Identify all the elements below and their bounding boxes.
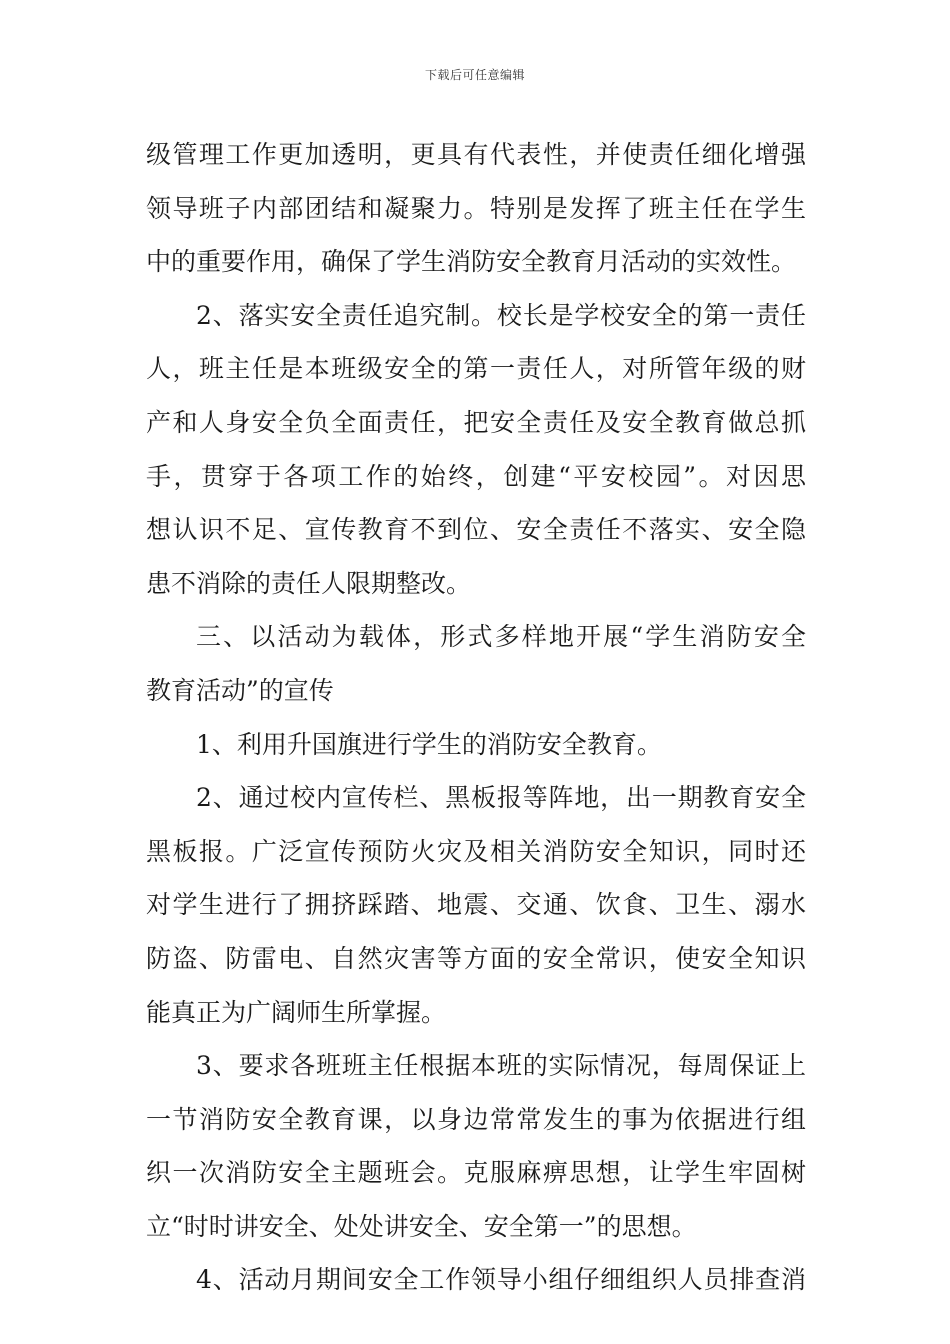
text-line: 三、以活动为载体，形式多样地开展“学生消防安全	[196, 622, 806, 652]
text-line: 教育活动”的宣传	[146, 675, 334, 705]
text-line: 级管理工作更加透明，更具有代表性，并使责任细化增强	[146, 140, 806, 169]
text-line: 2、落实安全责任追究制。校长是学校安全的第一责任	[196, 300, 806, 330]
text-line: 4、活动月期间安全工作领导小组仔细组织人员排查消	[196, 1265, 806, 1295]
text-line: 患不消除的责任人限期整改。	[146, 568, 472, 598]
text-line: 织一次消防安全主题班会。克服麻痹思想，让学生牢固树	[146, 1158, 806, 1188]
text-line: 3、要求各班班主任根据本班的实际情况，每周保证上	[196, 1051, 806, 1081]
text-line: 防盗、防雷电、自然灾害等方面的安全常识，使安全知识	[146, 943, 806, 973]
text-line: 产和人身安全负全面责任，把安全责任及安全教育做总抓	[146, 407, 806, 437]
page-header: 下载后可任意编辑	[424, 68, 525, 82]
text-line: 对学生进行了拥挤踩踏、地震、交通、饮食、卫生、溺水	[146, 890, 806, 920]
text-line: 立“时时讲安全、处处讲安全、安全第一”的思想。	[146, 1211, 697, 1241]
text-line: 一节消防安全教育课，以身边常常发生的事为依据进行组	[146, 1104, 806, 1134]
text-line: 中的重要作用，确保了学生消防安全教育月活动的实效性。	[146, 247, 797, 277]
text-line: 手，贯穿于各项工作的始终，创建“平安校园”。对因思	[146, 461, 806, 491]
text-line: 人，班主任是本班级安全的第一责任人，对所管年级的财	[146, 354, 806, 384]
text-line: 领导班子内部团结和凝聚力。特别是发挥了班主任在学生	[146, 193, 806, 223]
text-line: 黑板报。广泛宣传预防火灾及相关消防安全知识，同时还	[146, 836, 806, 866]
text-line: 1、利用升国旗进行学生的消防安全教育。	[196, 729, 662, 759]
text-line: 能真正为广阔师生所掌握。	[146, 997, 447, 1027]
text-line: 2、通过校内宣传栏、黑板报等阵地，出一期教育安全	[196, 783, 806, 813]
text-line: 想认识不足、宣传教育不到位、安全责任不落实、安全隐	[146, 515, 806, 545]
document-body	[146, 128, 806, 1307]
